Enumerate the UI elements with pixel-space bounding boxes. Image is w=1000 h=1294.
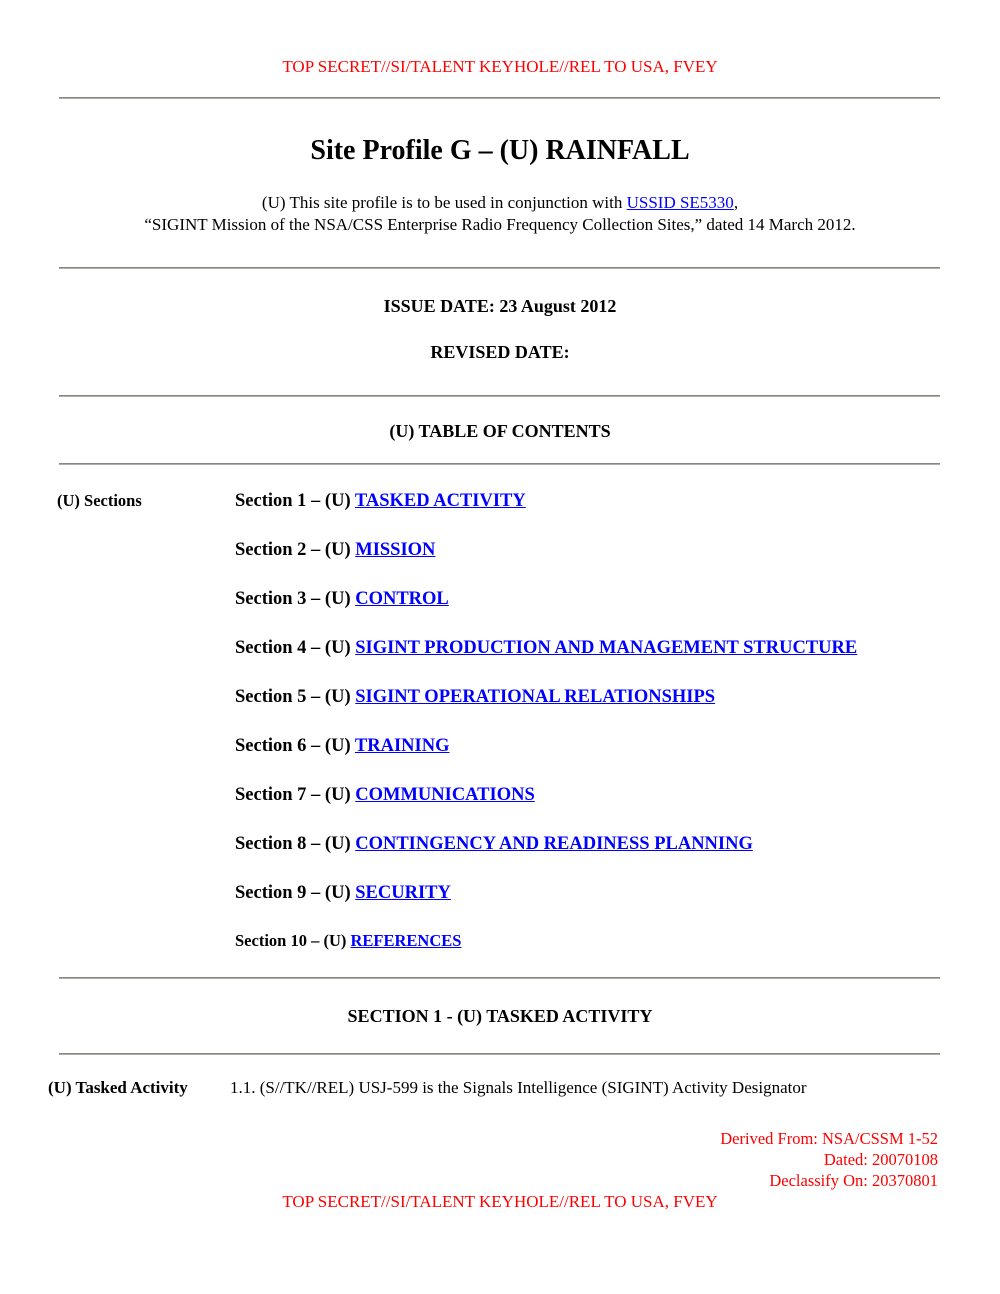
horizontal-divider: [59, 463, 940, 465]
toc-link-security[interactable]: SECURITY: [355, 883, 451, 903]
revised-date: REVISED DATE:: [430, 342, 570, 362]
toc-item-prefix: Section 2 – (U): [235, 540, 356, 560]
declassify-on-line: Declassify On: 20370801: [769, 1171, 938, 1190]
toc-link-sigint-production-structure[interactable]: SIGINT PRODUCTION AND MANAGEMENT STRUCTURE: [355, 638, 858, 658]
intro-line1-suffix: ,: [733, 193, 739, 212]
toc-item-prefix: Section 4 – (U): [235, 638, 356, 658]
horizontal-divider: [59, 267, 940, 269]
toc-item: [235, 734, 880, 758]
toc-item-prefix: Section 10 – (U): [235, 931, 351, 950]
horizontal-divider: [59, 97, 940, 99]
derived-from-line: Derived From: NSA/CSSM 1-52: [720, 1129, 938, 1148]
horizontal-divider: [59, 395, 940, 397]
toc-item-prefix: Section 1 – (U): [235, 491, 355, 511]
toc-link-operational-relationships[interactable]: SIGINT OPERATIONAL RELATIONSHIPS: [355, 687, 716, 707]
toc-item: [235, 636, 880, 660]
sections-label: (U) Sections: [57, 491, 142, 510]
toc-item: [235, 538, 880, 562]
toc-item: [235, 685, 880, 709]
toc-heading: (U) TABLE OF CONTENTS: [389, 421, 611, 441]
toc-link-training[interactable]: TRAINING: [354, 736, 450, 756]
intro-paragraph: [0, 192, 1000, 236]
toc-link-tasked-activity[interactable]: TASKED ACTIVITY: [354, 491, 526, 511]
horizontal-divider: [59, 1053, 940, 1055]
toc-item-prefix: Section 3 – (U): [235, 589, 356, 609]
toc-link-mission[interactable]: MISSION: [355, 540, 436, 560]
toc-item: [235, 930, 880, 952]
toc-item-prefix: Section 7 – (U): [235, 785, 356, 805]
section1-heading: SECTION 1 - (U) TASKED ACTIVITY: [347, 1006, 653, 1026]
classification-banner-top: TOP SECRET//SI/TALENT KEYHOLE//REL TO USA, FVEY: [282, 57, 718, 76]
toc-link-communications[interactable]: COMMUNICATIONS: [355, 785, 535, 805]
toc-item: [235, 587, 880, 611]
toc-item-prefix: Section 8 – (U): [235, 834, 356, 854]
classification-block: [0, 1128, 938, 1191]
toc: [0, 489, 1000, 952]
toc-item-prefix: Section 6 – (U): [235, 736, 355, 756]
toc-item-prefix: Section 5 – (U): [235, 687, 356, 707]
toc-list: [235, 489, 880, 952]
tasked-activity-row: [0, 1076, 1000, 1099]
toc-item: [235, 783, 880, 807]
ussid-se5330-link[interactable]: USSID SE5330: [626, 193, 734, 212]
intro-line1-prefix: (U) This site profile is to be used in conjunction with: [261, 193, 627, 212]
intro-line2: “SIGINT Mission of the NSA/CSS Enterprise Radio Frequency Collection Sites,” dated 14 March 2012.: [144, 215, 856, 234]
toc-item: [235, 881, 880, 905]
paragraph-1-1: 1.1. (S//TK//REL) USJ-599 is the Signals Intelligence (SIGINT) Activity Designator: [230, 1078, 807, 1097]
issue-date: ISSUE DATE: 23 August 2012: [383, 296, 617, 316]
horizontal-divider: [59, 977, 940, 979]
dated-line: Dated: 20070108: [823, 1150, 938, 1169]
page-title: Site Profile G – (U) RAINFALL: [310, 135, 690, 166]
toc-link-references[interactable]: REFERENCES: [350, 931, 462, 950]
toc-link-contingency-readiness[interactable]: CONTINGENCY AND READINESS PLANNING: [355, 834, 753, 854]
toc-item-prefix: Section 9 – (U): [235, 883, 356, 903]
tasked-activity-label: (U) Tasked Activity: [48, 1078, 188, 1097]
classification-banner-bottom: TOP SECRET//SI/TALENT KEYHOLE//REL TO USA, FVEY: [282, 1192, 718, 1211]
toc-item: [235, 489, 880, 513]
toc-link-control[interactable]: CONTROL: [355, 589, 449, 609]
toc-item: [235, 832, 880, 856]
